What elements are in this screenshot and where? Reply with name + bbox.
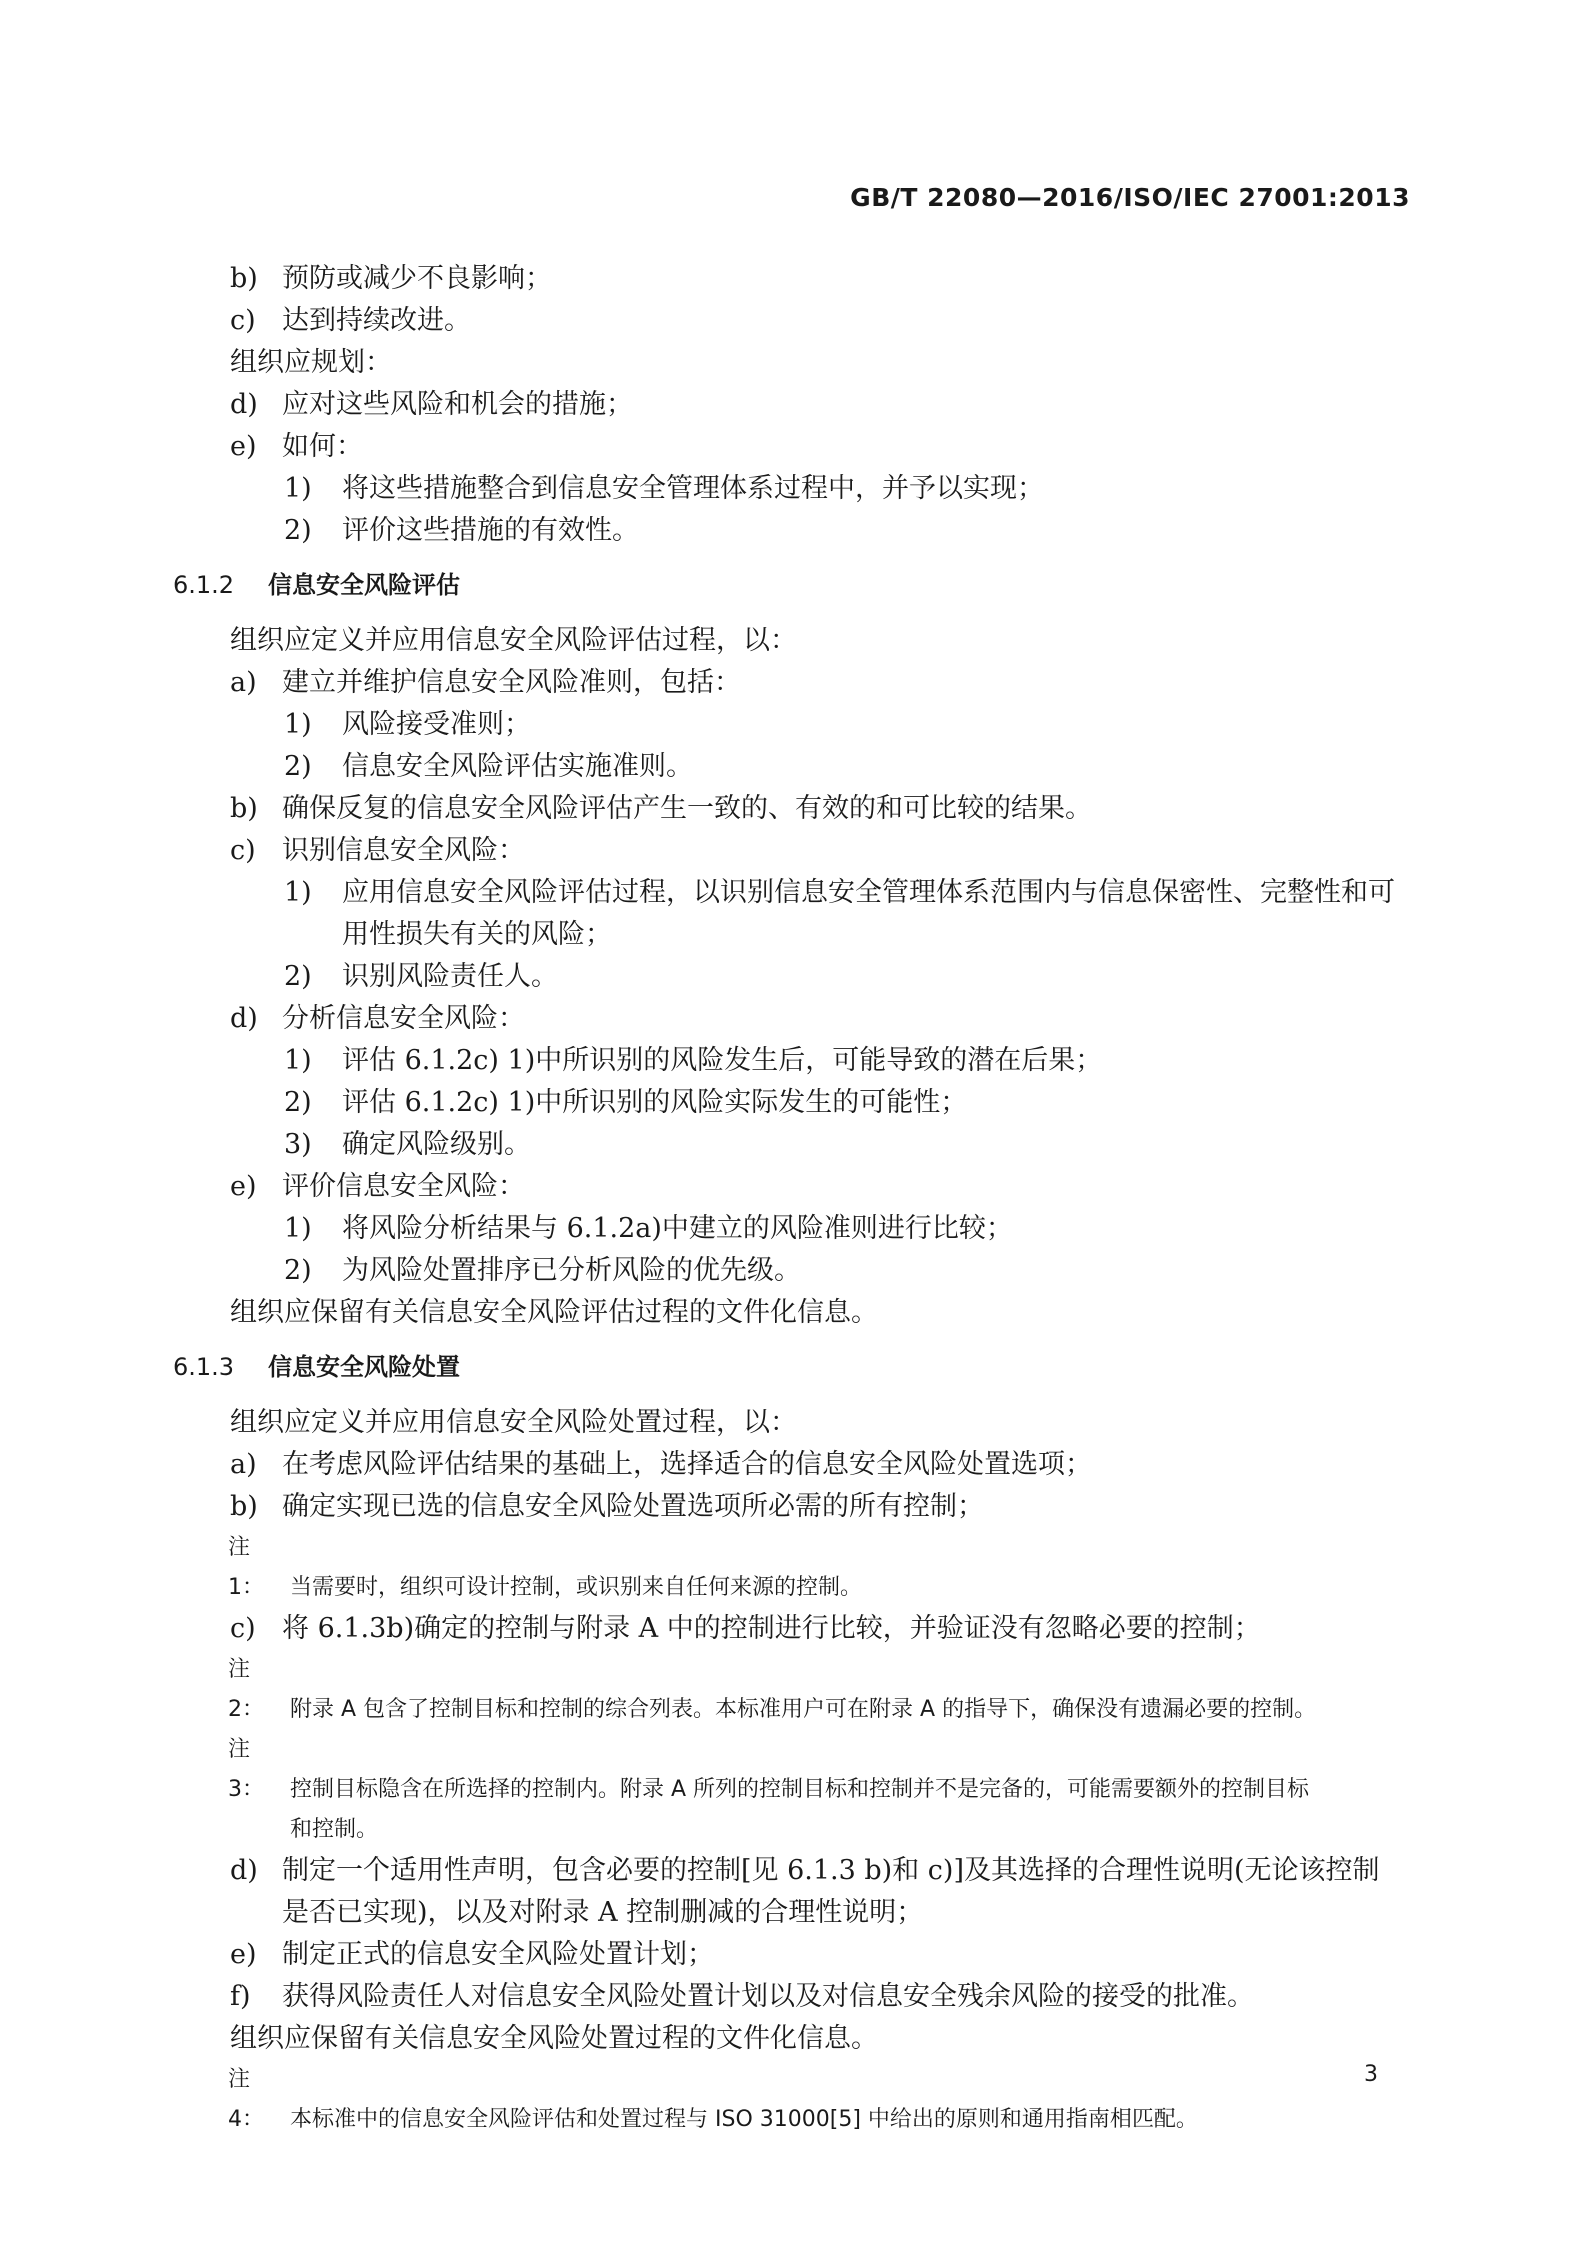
- list-marker: e): [230, 1171, 257, 1202]
- sub-list-text: 应用信息安全风险评估过程，以识别信息安全管理体系范围内与信息保密性、完整性和可用性损失有关的风险；: [342, 877, 1395, 950]
- list-text: 建立并维护信息安全风险准则，包括：: [282, 667, 741, 698]
- sub-list-item: [230, 704, 1410, 746]
- list-item: [230, 1444, 1410, 1486]
- paragraph: 组织应保留有关信息安全风险处置过程的文件化信息。: [230, 2023, 878, 2054]
- list-marker: d): [230, 1855, 258, 1886]
- list-marker: c): [230, 1613, 256, 1644]
- list-item: [230, 998, 1410, 1040]
- sub-list-item: [230, 1040, 1410, 1082]
- sub-list-marker: 1): [284, 877, 312, 908]
- list-text: 确定实现已选的信息安全风险处置选项所必需的所有控制；: [282, 1491, 984, 1522]
- sub-list-text: 确定风险级别。: [342, 1129, 531, 1160]
- list-item: [230, 1486, 1410, 1528]
- paragraph: 组织应定义并应用信息安全风险处置过程，以：: [230, 1407, 797, 1438]
- list-text: 在考虑风险评估结果的基础上，选择适合的信息安全风险处置选项；: [282, 1449, 1092, 1480]
- note-text: 当需要时，组织可设计控制，或识别来自任何来源的控制。: [290, 1575, 863, 1600]
- sub-list-text: 评估 6.1.2c) 1)中所识别的风险实际发生的可能性；: [342, 1087, 968, 1118]
- sub-list-marker: 2): [284, 515, 312, 546]
- list-text: 将 6.1.3b)确定的控制与附录 A 中的控制进行比较，并验证没有忽略必要的控制；: [282, 1613, 1261, 1644]
- sub-list-marker: 3): [284, 1129, 312, 1160]
- sub-list-text: 信息安全风险评估实施准则。: [342, 751, 693, 782]
- sub-list-marker: 2): [284, 961, 312, 992]
- sub-list-marker: 1): [284, 473, 312, 504]
- list-text-continuation: 是否已实现)，以及对附录 A 控制删减的合理性说明；: [282, 1897, 924, 1928]
- sub-list-item: [230, 872, 1410, 956]
- list-item: [230, 1934, 1410, 1976]
- note: [228, 1650, 1410, 1730]
- section-title: 信息安全风险评估: [268, 571, 460, 599]
- list-marker: b): [230, 263, 258, 294]
- list-item: [230, 300, 1410, 342]
- sub-list-item: [230, 1250, 1410, 1292]
- list-marker: b): [230, 793, 258, 824]
- sub-list-marker: 2): [284, 1087, 312, 1118]
- list-marker: e): [230, 1939, 257, 1970]
- list-item: [230, 788, 1410, 830]
- paragraph: 组织应定义并应用信息安全风险评估过程，以：: [230, 625, 797, 656]
- list-item: [230, 426, 1410, 468]
- sub-list-item: [230, 468, 1410, 510]
- list-item: [230, 384, 1410, 426]
- note-continuation: 和控制。: [290, 1817, 379, 1842]
- sub-list-marker: 2): [284, 1255, 312, 1286]
- sub-list-text: 将风险分析结果与 6.1.2a)中建立的风险准则进行比较；: [342, 1213, 1013, 1244]
- list-item: [230, 1608, 1410, 1650]
- list-marker: d): [230, 1003, 258, 1034]
- list-text: 获得风险责任人对信息安全风险处置计划以及对信息安全残余风险的接受的批准。: [282, 1981, 1254, 2012]
- standard-header: GB/T 22080—2016/ISO/IEC 27001:2013: [850, 183, 1410, 212]
- sub-list-item: [230, 956, 1410, 998]
- paragraph: 组织应保留有关信息安全风险评估过程的文件化信息。: [230, 1297, 878, 1328]
- sub-list-text: 为风险处置排序已分析风险的优先级。: [342, 1255, 801, 1286]
- list-item: [230, 830, 1410, 872]
- sub-list-text: 识别风险责任人。: [342, 961, 558, 992]
- list-item: [230, 258, 1410, 300]
- sub-list-item: [230, 510, 1410, 552]
- list-marker: b): [230, 1491, 258, 1522]
- sub-list-item: [230, 746, 1410, 788]
- note-label: 注 3：: [228, 1737, 264, 1802]
- page-number: 3: [1364, 2062, 1378, 2087]
- list-text: 应对这些风险和机会的措施；: [282, 389, 633, 420]
- list-marker: d): [230, 389, 258, 420]
- page-content: [173, 258, 1410, 2140]
- paragraph: 组织应规划：: [230, 347, 392, 378]
- sub-list-item: [230, 1208, 1410, 1250]
- sub-list-text: 评估 6.1.2c) 1)中所识别的风险发生后，可能导致的潜在后果；: [342, 1045, 1103, 1076]
- list-item: [230, 1166, 1410, 1208]
- sub-list-item: [230, 1124, 1410, 1166]
- section-heading-6-1-2: [173, 564, 1410, 606]
- sub-list-text: 评价这些措施的有效性。: [342, 515, 639, 546]
- list-marker: f): [230, 1981, 251, 2012]
- list-text: 识别信息安全风险：: [282, 835, 525, 866]
- note-label: 注 1：: [228, 1535, 264, 1600]
- section-number: 6.1.2: [173, 571, 235, 599]
- list-marker: c): [230, 835, 256, 866]
- note-text: 控制目标隐含在所选择的控制内。附录 A 所列的控制目标和控制并不是完备的，可能需要额外的控制目标: [290, 1777, 1310, 1802]
- section-heading-6-1-3: [173, 1346, 1410, 1388]
- sub-list-marker: 1): [284, 1045, 312, 1076]
- sub-list-text: 风险接受准则；: [342, 709, 531, 740]
- list-item: [230, 1976, 1410, 2018]
- note: [228, 1730, 1410, 1810]
- section-number: 6.1.3: [173, 1353, 235, 1381]
- list-item: [230, 662, 1410, 704]
- note-label: 注 4：: [228, 2067, 264, 2132]
- list-marker: c): [230, 305, 256, 336]
- sub-list-marker: 2): [284, 751, 312, 782]
- list-marker: a): [230, 667, 257, 698]
- sub-list-marker: 1): [284, 1213, 312, 1244]
- note: [228, 2060, 1410, 2140]
- note-text: 附录 A 包含了控制目标和控制的综合列表。本标准用户可在附录 A 的指导下，确保没有遗漏必要的控制。: [290, 1697, 1317, 1722]
- list-text: 制定正式的信息安全风险处置计划；: [282, 1939, 714, 1970]
- list-item: [230, 1850, 1410, 1892]
- section-title: 信息安全风险处置: [268, 1353, 460, 1381]
- note: [228, 1528, 1410, 1608]
- list-marker: a): [230, 1449, 257, 1480]
- list-text: 评价信息安全风险：: [282, 1171, 525, 1202]
- list-text: 达到持续改进。: [282, 305, 471, 336]
- sub-list-marker: 1): [284, 709, 312, 740]
- note-text: 本标准中的信息安全风险评估和处置过程与 ISO 31000[5] 中给出的原则和通用指南相匹配。: [290, 2107, 1198, 2132]
- list-text: 如何：: [282, 431, 363, 462]
- sub-list-item: [230, 1082, 1410, 1124]
- sub-list-text: 将这些措施整合到信息安全管理体系过程中，并予以实现；: [342, 473, 1044, 504]
- list-text: 分析信息安全风险：: [282, 1003, 525, 1034]
- note-label: 注 2：: [228, 1657, 264, 1722]
- list-text: 确保反复的信息安全风险评估产生一致的、有效的和可比较的结果。: [282, 793, 1092, 824]
- list-text: 预防或减少不良影响；: [282, 263, 552, 294]
- list-marker: e): [230, 431, 257, 462]
- list-text: 制定一个适用性声明，包含必要的控制[见 6.1.3 b)和 c)]及其选择的合理性说明(无论该控制: [282, 1855, 1380, 1886]
